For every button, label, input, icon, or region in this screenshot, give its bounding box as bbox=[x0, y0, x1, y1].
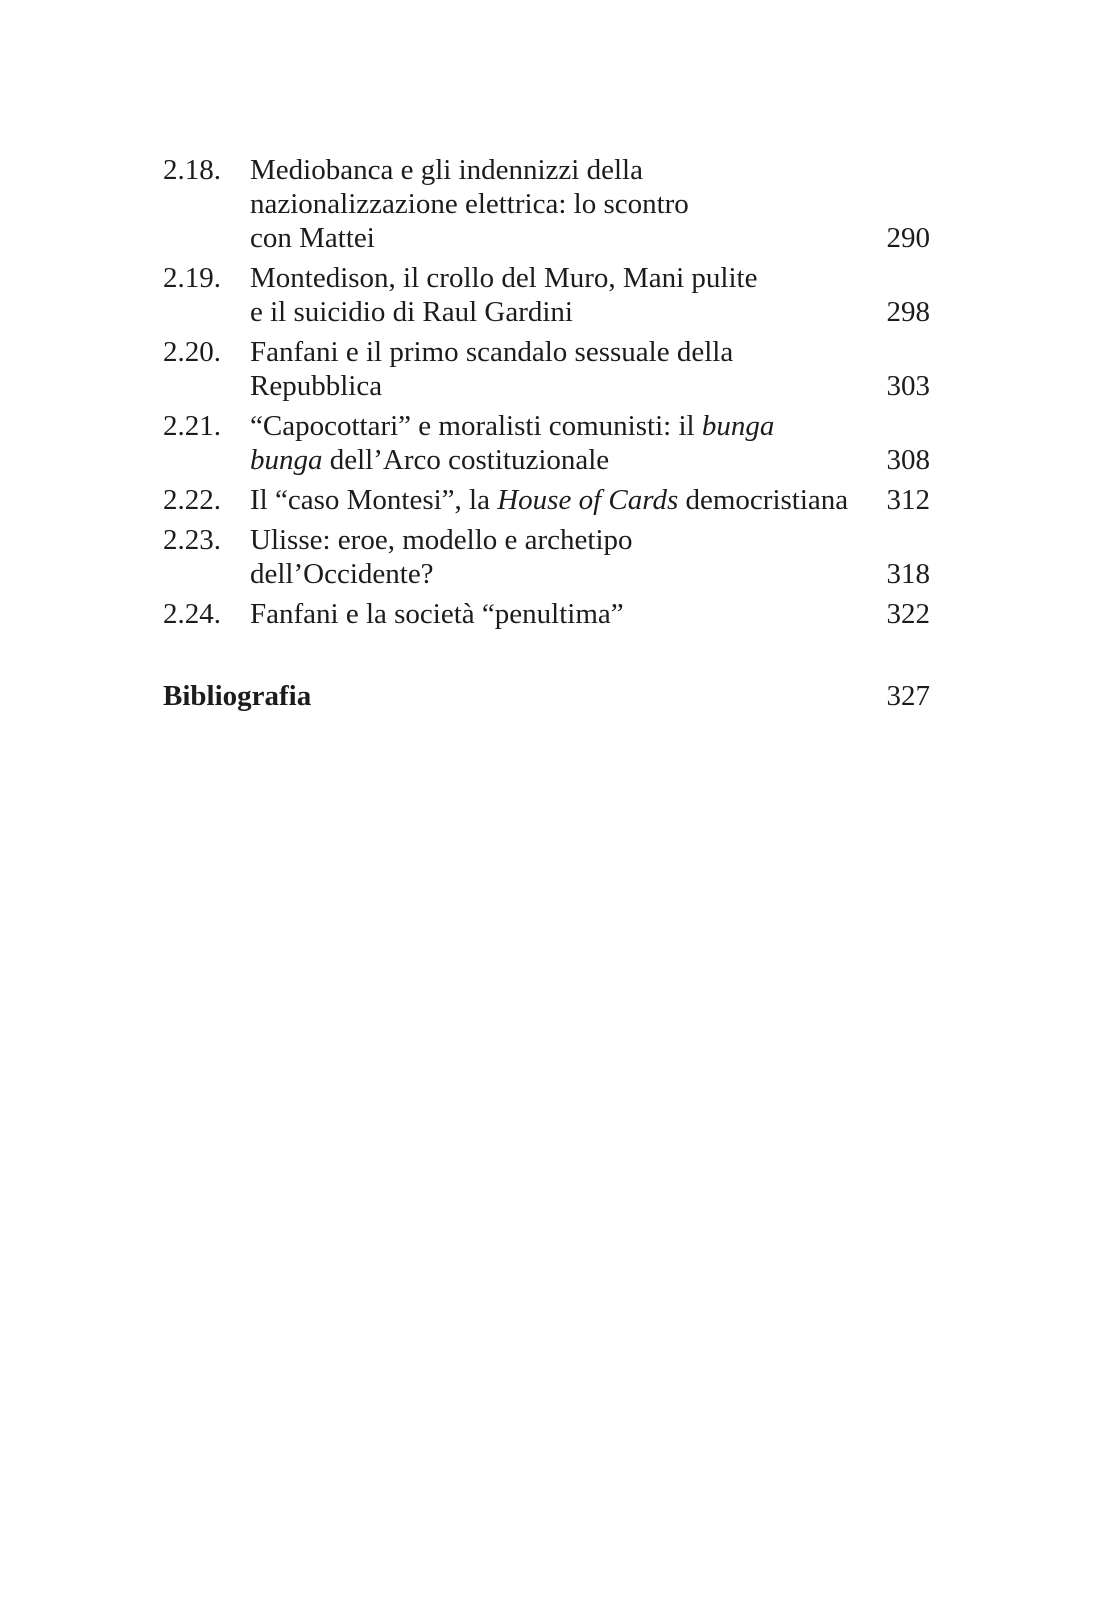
bibliography-page-number: 327 bbox=[886, 680, 930, 712]
entry-number: 2.19. bbox=[163, 262, 221, 294]
toc-entry bbox=[163, 483, 930, 517]
title-segment: Montedison, il crollo del Muro, Mani pulite bbox=[250, 262, 758, 294]
title-segment: nazionalizzazione elettrica: lo scontro bbox=[250, 188, 689, 220]
toc-list bbox=[163, 153, 930, 631]
toc-entry bbox=[163, 597, 930, 631]
title-segment: con Mattei bbox=[250, 222, 375, 254]
entry-number: 2.18. bbox=[163, 154, 221, 186]
bibliography-entry bbox=[163, 679, 930, 713]
toc-entry bbox=[163, 153, 930, 255]
entry-title-line bbox=[250, 295, 875, 329]
title-segment: “Capocottari” e moralisti comunisti: il bbox=[250, 410, 702, 442]
entry-title bbox=[250, 335, 875, 403]
title-segment: dell’Occidente? bbox=[250, 558, 434, 590]
entry-page-number: 290 bbox=[886, 222, 930, 254]
table-of-contents bbox=[163, 153, 930, 713]
entry-title bbox=[250, 261, 875, 329]
entry-title-line bbox=[250, 187, 875, 221]
entry-page-number: 298 bbox=[886, 296, 930, 328]
title-segment: Fanfani e il primo scandalo sessuale della bbox=[250, 336, 734, 368]
toc-entry bbox=[163, 409, 930, 477]
entry-title-line bbox=[250, 523, 875, 557]
entry-page-number: 308 bbox=[886, 444, 930, 476]
title-segment: Fanfani e la società “penultima” bbox=[250, 598, 624, 630]
title-segment: dell’Arco costituzionale bbox=[322, 444, 610, 476]
title-segment: democristiana bbox=[678, 484, 849, 516]
entry-title-line bbox=[250, 597, 875, 631]
title-segment: Repubblica bbox=[250, 370, 383, 402]
entry-title-line bbox=[250, 409, 875, 443]
entry-page-number: 322 bbox=[886, 598, 930, 630]
entry-title bbox=[250, 153, 875, 255]
entry-title-line bbox=[250, 557, 875, 591]
bibliography-label: Bibliografia bbox=[163, 680, 312, 712]
entry-title-line bbox=[250, 443, 875, 477]
entry-title bbox=[250, 523, 875, 591]
toc-entry bbox=[163, 261, 930, 329]
title-segment: e il suicidio di Raul Gardini bbox=[250, 296, 573, 328]
entry-title-line bbox=[250, 483, 875, 517]
entry-title bbox=[250, 409, 875, 477]
entry-page-number: 303 bbox=[886, 370, 930, 402]
entry-page-number: 312 bbox=[886, 484, 930, 516]
entry-number: 2.24. bbox=[163, 598, 221, 630]
entry-page-number: 318 bbox=[886, 558, 930, 590]
toc-entry bbox=[163, 335, 930, 403]
entry-title bbox=[250, 483, 875, 517]
entry-number: 2.20. bbox=[163, 336, 221, 368]
title-segment: Mediobanca e gli indennizzi della bbox=[250, 154, 643, 186]
entry-title-line bbox=[250, 369, 875, 403]
title-segment: Il “caso Montesi”, la bbox=[250, 484, 498, 516]
entry-title bbox=[250, 597, 875, 631]
entry-title-line bbox=[250, 153, 875, 187]
toc-entry bbox=[163, 523, 930, 591]
entry-number: 2.21. bbox=[163, 410, 221, 442]
entry-number: 2.22. bbox=[163, 484, 221, 516]
title-segment-italic: House of Cards bbox=[497, 484, 679, 516]
entry-title-line bbox=[250, 261, 875, 295]
title-segment-italic: bunga bbox=[701, 410, 775, 442]
entry-title-line bbox=[250, 221, 875, 255]
title-segment-italic: bunga bbox=[250, 444, 323, 476]
title-segment: Ulisse: eroe, modello e archetipo bbox=[250, 524, 633, 556]
entry-number: 2.23. bbox=[163, 524, 221, 556]
entry-title-line bbox=[250, 335, 875, 369]
